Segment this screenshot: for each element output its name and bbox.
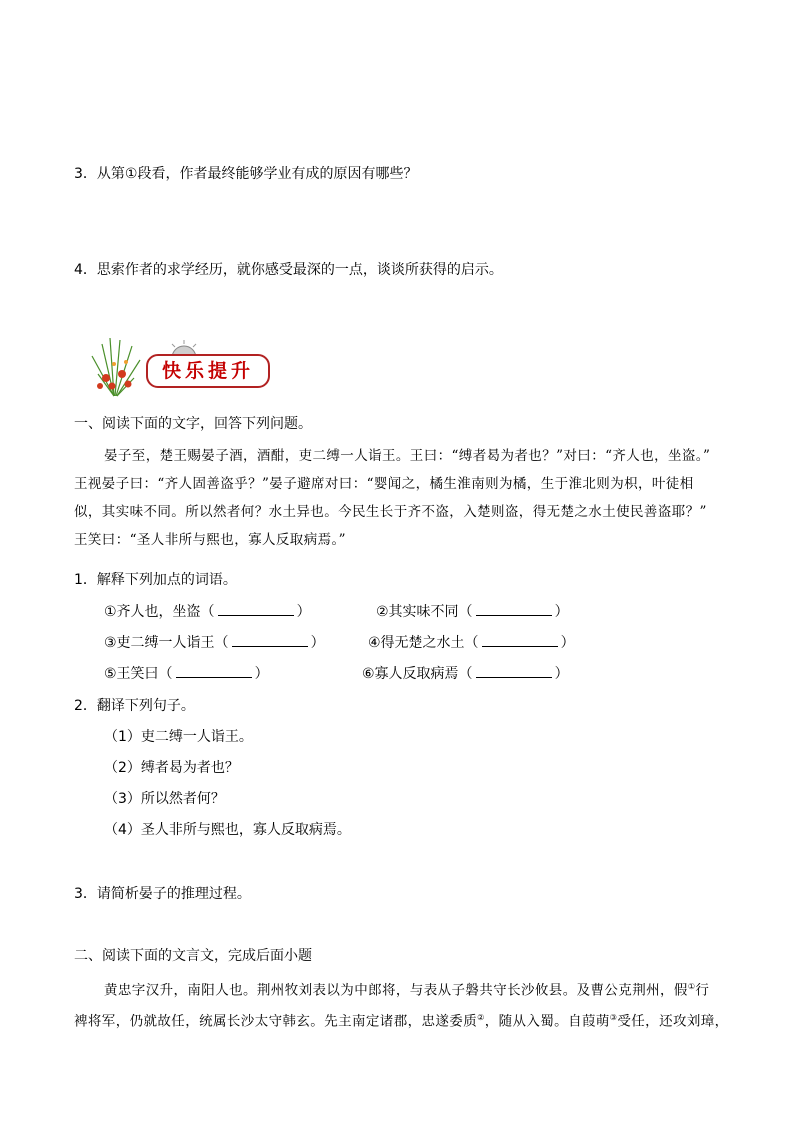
question-1-label: 1．解释下列加点的词语。 <box>74 572 237 588</box>
q1-item-1: ①齐人也，坐盗（ ） <box>104 604 311 620</box>
question-3: 3．请简析晏子的推理过程。 <box>74 886 251 902</box>
section-2-heading: 二、阅读下面的文言文，完成后面小题 <box>74 948 312 964</box>
answer-blank[interactable] <box>176 665 252 678</box>
q1-item-5: ⑤王笑曰（ ） <box>104 666 269 682</box>
question-2-label: 2．翻译下列句子。 <box>74 698 195 714</box>
answer-blank[interactable] <box>476 665 552 678</box>
question-4-top: 4．思索作者的求学经历，就你感受最深的一点，谈谈所获得的启示。 <box>74 262 503 278</box>
section-2-line-2: 裨将军，仍就故任，统属长沙太守韩玄。先主南定诸郡，忠遂委质②，随从入蜀。自葭萌③受任，还攻刘璋， <box>74 1013 729 1030</box>
q2-item-2: （2）缚者曷为者也？ <box>104 760 239 776</box>
answer-blank[interactable] <box>232 634 308 647</box>
q2-item-4: （4）圣人非所与熙也，寡人反取病焉。 <box>104 822 351 838</box>
q1-item-3: ③吏二缚一人诣王（ ） <box>104 635 325 651</box>
q1-item-4: ④得无楚之水土（ ） <box>368 635 575 651</box>
answer-blank[interactable] <box>218 603 294 616</box>
section-1-heading: 一、阅读下面的文字，回答下列问题。 <box>74 416 312 432</box>
section-banner <box>84 334 284 398</box>
question-3-top: 3．从第①段看，作者最终能够学业有成的原因有哪些？ <box>74 166 418 182</box>
flower-plant-icon <box>84 334 154 398</box>
q1-item-2: ②其实味不同（ ） <box>376 604 569 620</box>
q2-item-3: （3）所以然者何？ <box>104 791 225 807</box>
passage-line-4: 王笑曰：“圣人非所与熙也，寡人反取病焉。” <box>74 532 346 548</box>
answer-blank[interactable] <box>482 634 558 647</box>
passage-line-1: 晏子至，楚王赐晏子酒，酒酣，吏二缚一人诣王。王曰：“缚者曷为者也？”对曰：“齐人也，坐盗。” <box>104 448 711 464</box>
section-2-line-1: 黄忠字汉升，南阳人也。荆州牧刘表以为中郎将，与表从子磐共守长沙攸县。及曹公克荆州，假①行 <box>104 982 710 999</box>
passage-line-2: 王视晏子曰：“齐人固善盗乎？”晏子避席对曰：“婴闻之，橘生淮南则为橘，生于淮北则为枳，叶徒相 <box>74 476 694 492</box>
q1-item-6: ⑥寡人反取病焉（ ） <box>362 666 569 682</box>
passage-line-3: 似，其实味不同。所以然者何？水土异也。今民生长于齐不盗，入楚则盗，得无楚之水土使民善盗耶？” <box>74 504 707 520</box>
answer-blank[interactable] <box>476 603 552 616</box>
banner-title: 快乐提升 <box>146 354 270 388</box>
q2-item-1: （1）吏二缚一人诣王。 <box>104 729 253 745</box>
